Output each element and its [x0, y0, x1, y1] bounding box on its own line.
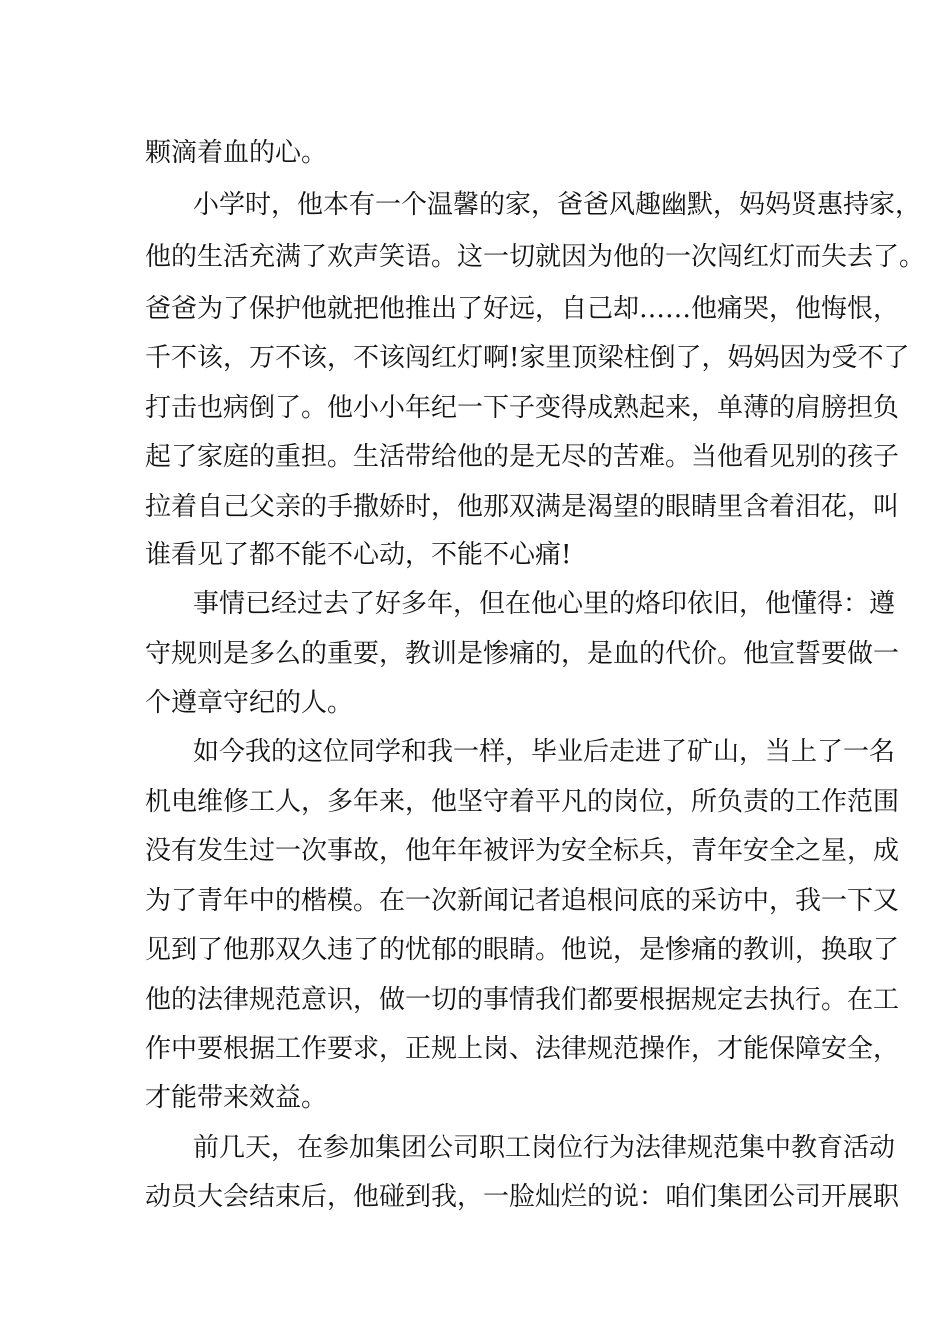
text-line: 谁看见了都不能不心动，不能不心痛!: [145, 540, 572, 570]
text-line: 拉着自己父亲的手撒娇时，他那双满是渴望的眼睛里含着泪花，叫: [145, 492, 900, 522]
text-line: 个遵章守纪的人。: [145, 688, 354, 718]
text-line: 见到了他那双久违了的忧郁的眼睛。他说，是惨痛的教训，换取了: [145, 935, 900, 965]
text-line: 没有发生过一次事故，他年年被评为安全标兵，青年安全之星，成: [145, 836, 900, 866]
text-line: 颗滴着血的心。: [145, 138, 328, 168]
text-line: 机电维修工人，多年来，他坚守着平凡的岗位，所负责的工作范围: [145, 787, 900, 817]
text-line: 千不该，万不该，不该闯红灯啊!家里顶梁柱倒了，妈妈因为受不了: [145, 343, 910, 373]
text-line: 打击也病倒了。他小小年纪一下子变得成熟起来，单薄的肩膀担负: [145, 393, 900, 423]
text-line: 如今我的这位同学和我一样，毕业后走进了矿山，当上了一名: [193, 737, 896, 767]
text-line: 守规则是多么的重要，教训是惨痛的，是血的代价。他宣誓要做一: [145, 639, 900, 669]
text-line: 为了青年中的楷模。在一次新闻记者追根问底的采访中，我一下又: [145, 886, 900, 916]
text-line: 事情已经过去了好多年，但在他心里的烙印依旧，他懂得：遵: [193, 589, 896, 619]
text-line: 他的法律规范意识，做一切的事情我们都要根据规定去执行。在工: [145, 985, 900, 1015]
text-line: 动员大会结束后，他碰到我，一脸灿烂的说：咱们集团公司开展职: [145, 1182, 900, 1212]
text-line: 前几天，在参加集团公司职工岗位行为法律规范集中教育活动: [193, 1133, 896, 1163]
text-line: 作中要根据工作要求，正规上岗、法律规范操作，才能保障安全，: [145, 1034, 900, 1064]
text-line: 爸爸为了保护他就把他推出了好远，自己却……他痛哭，他悔恨，: [145, 294, 900, 324]
text-line: 起了家庭的重担。生活带给他的是无尽的苦难。当他看见别的孩子: [145, 442, 900, 472]
text-line: 小学时，他本有一个温馨的家，爸爸风趣幽默，妈妈贤惠持家，: [193, 190, 922, 220]
text-line: 他的生活充满了欢声笑语。这一切就因为他的一次闯红灯而失去了。: [145, 242, 926, 272]
text-line: 才能带来效益。: [145, 1083, 328, 1113]
